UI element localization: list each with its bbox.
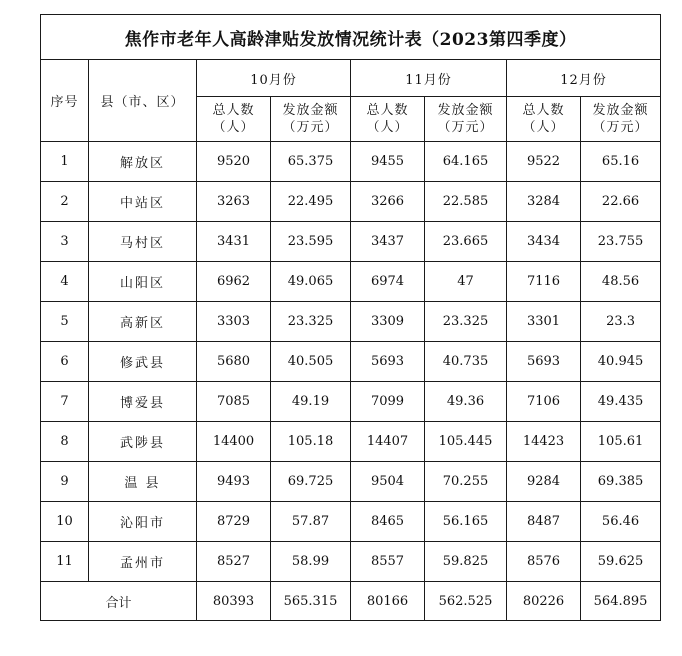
cell-oct-people: 3263 [197, 182, 271, 222]
cell-nov-amount: 59.825 [425, 542, 507, 582]
cell-county: 武陟县 [89, 422, 197, 462]
cell-seq: 10 [41, 502, 89, 542]
cell-dec-amount: 56.46 [581, 502, 661, 542]
total-row [41, 582, 661, 621]
table-row [41, 142, 661, 182]
cell-oct-people: 3431 [197, 222, 271, 262]
header-month-nov: 11月份 [351, 60, 507, 97]
cell-county: 解放区 [89, 142, 197, 182]
cell-nov-people: 7099 [351, 382, 425, 422]
table-row [41, 382, 661, 422]
cell-nov-people: 8465 [351, 502, 425, 542]
cell-dec-amount: 69.385 [581, 462, 661, 502]
cell-dec-people: 7116 [507, 262, 581, 302]
cell-dec-people: 8576 [507, 542, 581, 582]
header-nov-people: 总人数 （人） [351, 97, 425, 142]
cell-seq: 6 [41, 342, 89, 382]
cell-dec-amount: 59.625 [581, 542, 661, 582]
cell-oct-people: 7085 [197, 382, 271, 422]
cell-oct-amount: 23.595 [271, 222, 351, 262]
total-label: 合计 [41, 582, 197, 621]
cell-nov-people: 8557 [351, 542, 425, 582]
cell-seq: 8 [41, 422, 89, 462]
cell-nov-people: 9455 [351, 142, 425, 182]
total-oct-amount: 565.315 [271, 582, 351, 621]
cell-oct-people: 8527 [197, 542, 271, 582]
cell-nov-amount: 70.255 [425, 462, 507, 502]
cell-county: 山阳区 [89, 262, 197, 302]
total-oct-people: 80393 [197, 582, 271, 621]
cell-dec-amount: 65.16 [581, 142, 661, 182]
table-row [41, 262, 661, 302]
cell-dec-people: 3301 [507, 302, 581, 342]
cell-county: 孟州市 [89, 542, 197, 582]
header-oct-amount: 发放金额 （万元） [271, 97, 351, 142]
cell-county: 沁阳市 [89, 502, 197, 542]
cell-seq: 5 [41, 302, 89, 342]
cell-nov-amount: 64.165 [425, 142, 507, 182]
cell-oct-amount: 58.99 [271, 542, 351, 582]
cell-seq: 4 [41, 262, 89, 302]
table-row [41, 222, 661, 262]
cell-dec-people: 5693 [507, 342, 581, 382]
cell-oct-amount: 49.065 [271, 262, 351, 302]
table-row [41, 502, 661, 542]
cell-dec-amount: 49.435 [581, 382, 661, 422]
table-row [41, 182, 661, 222]
total-dec-amount: 564.895 [581, 582, 661, 621]
header-nov-amount: 发放金额 （万元） [425, 97, 507, 142]
cell-dec-people: 3434 [507, 222, 581, 262]
header-county: 县（市、区） [89, 60, 197, 142]
cell-dec-amount: 23.3 [581, 302, 661, 342]
table-row [41, 302, 661, 342]
cell-oct-amount: 65.375 [271, 142, 351, 182]
cell-dec-amount: 40.945 [581, 342, 661, 382]
cell-oct-people: 14400 [197, 422, 271, 462]
total-dec-people: 80226 [507, 582, 581, 621]
cell-oct-amount: 40.505 [271, 342, 351, 382]
cell-nov-amount: 23.325 [425, 302, 507, 342]
cell-nov-people: 9504 [351, 462, 425, 502]
cell-dec-people: 3284 [507, 182, 581, 222]
cell-nov-people: 5693 [351, 342, 425, 382]
cell-oct-people: 9493 [197, 462, 271, 502]
cell-oct-people: 9520 [197, 142, 271, 182]
cell-seq: 1 [41, 142, 89, 182]
cell-dec-amount: 23.755 [581, 222, 661, 262]
cell-oct-amount: 69.725 [271, 462, 351, 502]
cell-nov-people: 14407 [351, 422, 425, 462]
cell-oct-amount: 105.18 [271, 422, 351, 462]
cell-oct-amount: 22.495 [271, 182, 351, 222]
cell-oct-amount: 57.87 [271, 502, 351, 542]
cell-county: 高新区 [89, 302, 197, 342]
header-dec-amount: 发放金额 （万元） [581, 97, 661, 142]
cell-nov-amount: 23.665 [425, 222, 507, 262]
header-dec-people: 总人数 （人） [507, 97, 581, 142]
cell-nov-people: 3266 [351, 182, 425, 222]
cell-nov-amount: 56.165 [425, 502, 507, 542]
cell-county: 修武县 [89, 342, 197, 382]
cell-county: 中站区 [89, 182, 197, 222]
total-nov-people: 80166 [351, 582, 425, 621]
cell-seq: 11 [41, 542, 89, 582]
cell-dec-people: 9522 [507, 142, 581, 182]
table-row [41, 542, 661, 582]
cell-nov-amount: 47 [425, 262, 507, 302]
header-oct-people: 总人数 （人） [197, 97, 271, 142]
cell-oct-people: 8729 [197, 502, 271, 542]
cell-seq: 9 [41, 462, 89, 502]
cell-oct-people: 6962 [197, 262, 271, 302]
cell-county: 马村区 [89, 222, 197, 262]
cell-oct-amount: 49.19 [271, 382, 351, 422]
cell-dec-amount: 105.61 [581, 422, 661, 462]
header-seq: 序号 [41, 60, 89, 142]
header-month-oct: 10月份 [197, 60, 351, 97]
cell-dec-amount: 48.56 [581, 262, 661, 302]
cell-nov-people: 6974 [351, 262, 425, 302]
cell-nov-people: 3437 [351, 222, 425, 262]
subsidy-statistics-table [40, 14, 661, 621]
cell-dec-people: 7106 [507, 382, 581, 422]
cell-nov-amount: 105.445 [425, 422, 507, 462]
table-row [41, 462, 661, 502]
cell-nov-amount: 49.36 [425, 382, 507, 422]
cell-seq: 7 [41, 382, 89, 422]
cell-dec-amount: 22.66 [581, 182, 661, 222]
header-month-dec: 12月份 [507, 60, 661, 97]
cell-dec-people: 8487 [507, 502, 581, 542]
cell-oct-amount: 23.325 [271, 302, 351, 342]
cell-county: 博爱县 [89, 382, 197, 422]
cell-dec-people: 9284 [507, 462, 581, 502]
table-row [41, 342, 661, 382]
cell-county: 温 县 [89, 462, 197, 502]
table-title: 焦作市老年人高龄津贴发放情况统计表（2023第四季度） [41, 15, 661, 60]
cell-oct-people: 5680 [197, 342, 271, 382]
cell-nov-amount: 22.585 [425, 182, 507, 222]
cell-nov-people: 3309 [351, 302, 425, 342]
cell-seq: 2 [41, 182, 89, 222]
cell-seq: 3 [41, 222, 89, 262]
table-row [41, 422, 661, 462]
cell-nov-amount: 40.735 [425, 342, 507, 382]
cell-dec-people: 14423 [507, 422, 581, 462]
cell-oct-people: 3303 [197, 302, 271, 342]
total-nov-amount: 562.525 [425, 582, 507, 621]
